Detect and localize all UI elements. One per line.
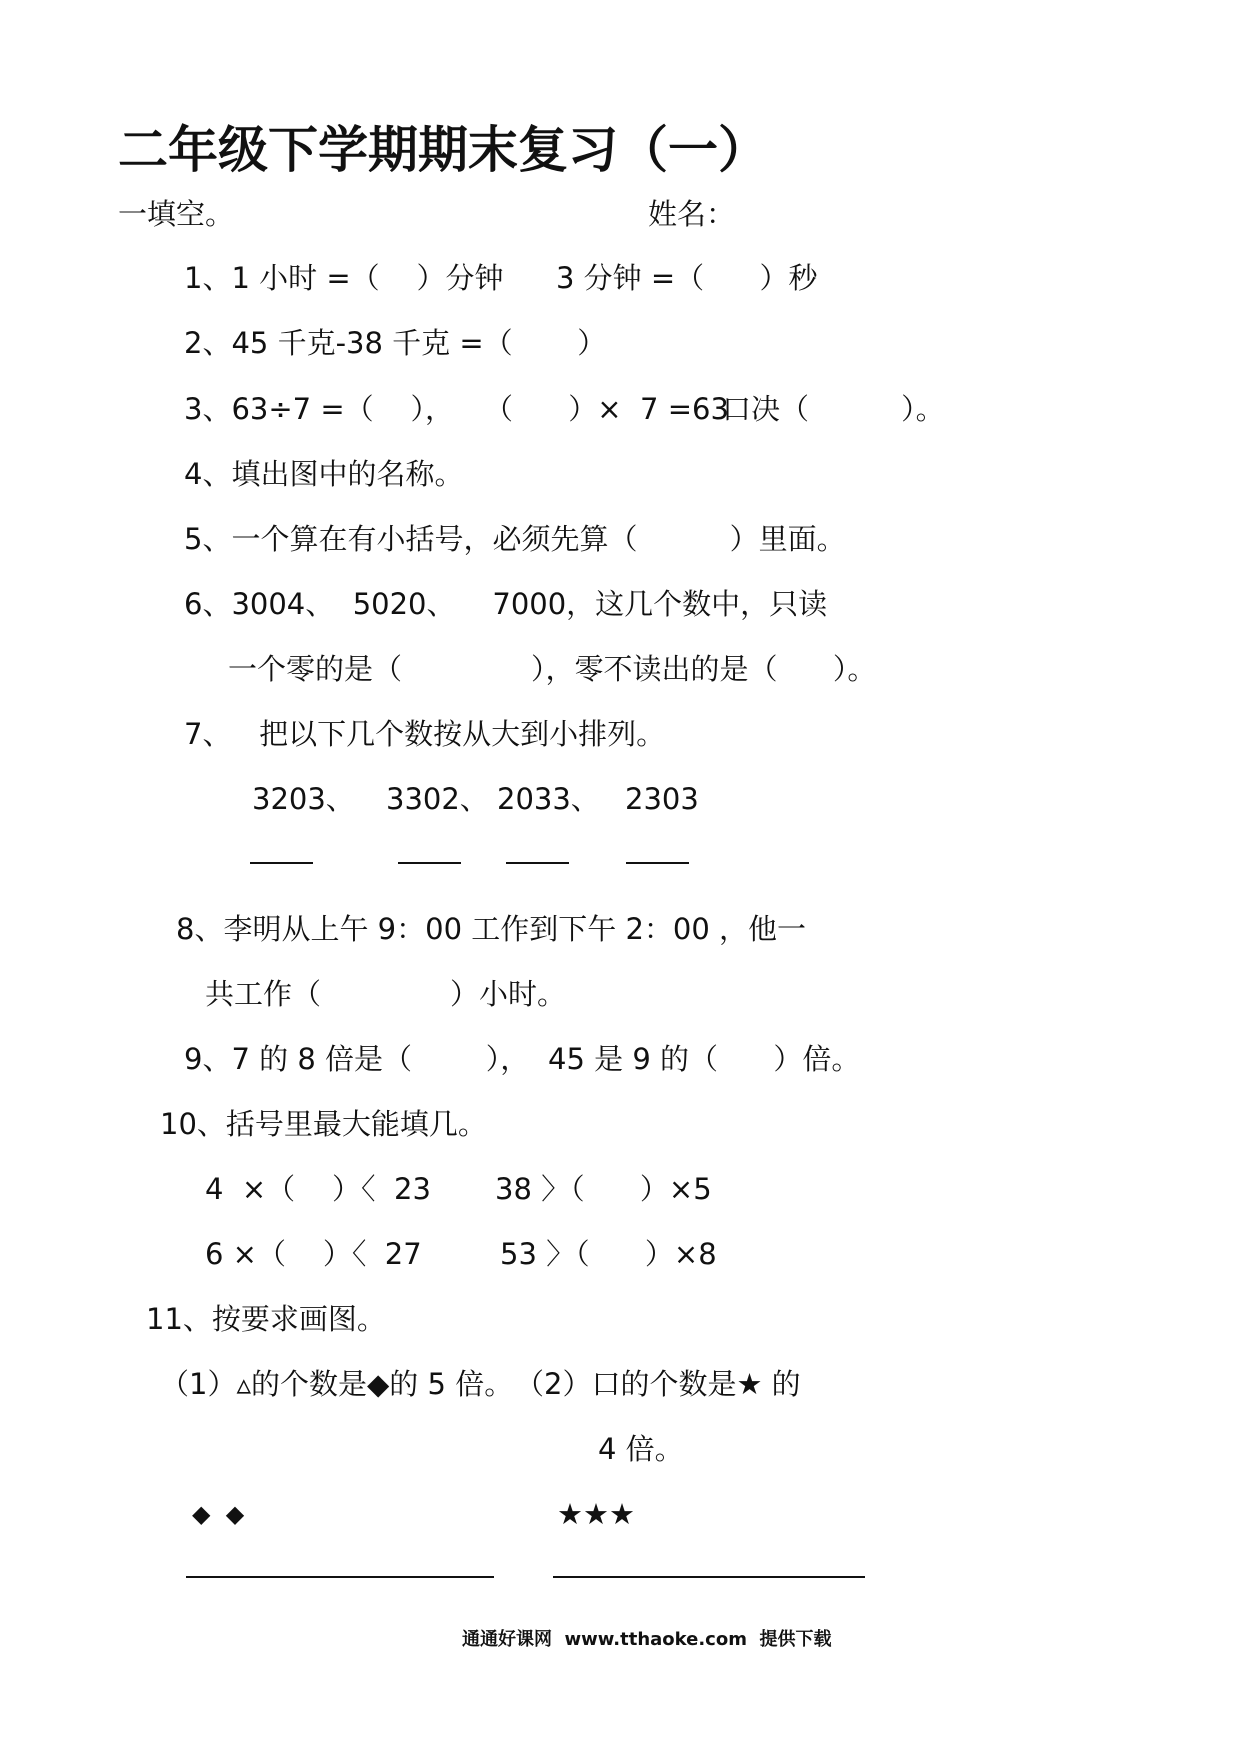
section-heading: 一填空。 bbox=[118, 197, 235, 231]
question-1-part-a: 1、1 小时 =（ ）分钟 bbox=[184, 261, 504, 295]
question-3-part-b: （ ）× 7 =63 bbox=[484, 392, 729, 426]
drawing-line bbox=[186, 1576, 494, 1578]
question-3-part-a: 3、63÷7 =（ ）， bbox=[184, 392, 454, 426]
question-7-prompt: 7、 把以下几个数按从大到小排列。 bbox=[184, 717, 666, 751]
star-symbols: ★★★ bbox=[557, 1497, 635, 1531]
question-9-part-a: 9、7 的 8 倍是（ ）， bbox=[184, 1042, 530, 1076]
question-1-part-b: 3 分钟 =（ ）秒 bbox=[556, 261, 818, 295]
diamond-symbols: ◆ ◆ bbox=[192, 1500, 245, 1528]
question-10-row-1-left: 4 ×（ ）〈 23 bbox=[205, 1172, 431, 1206]
question-10-prompt: 10、括号里最大能填几。 bbox=[160, 1107, 487, 1141]
drawing-line bbox=[553, 1576, 865, 1578]
question-7-number: 3203、 bbox=[252, 782, 355, 816]
question-11-part-1: （1）▵的个数是◆的 5 倍。 bbox=[160, 1367, 514, 1401]
answer-blank-line bbox=[626, 862, 689, 864]
question-6-line-2: 一个零的是（ ），零不读出的是（ ）。 bbox=[228, 652, 877, 686]
question-2: 2、45 千克-38 千克 =（ ） bbox=[184, 326, 607, 360]
answer-blank-line bbox=[398, 862, 461, 864]
question-5: 5、一个算在有小括号，必须先算（ ）里面。 bbox=[184, 522, 846, 556]
question-8-line-2: 共工作（ ）小时。 bbox=[205, 977, 567, 1011]
question-4: 4、填出图中的名称。 bbox=[184, 457, 464, 491]
question-9-part-b: 45 是 9 的（ ）倍。 bbox=[548, 1042, 861, 1076]
question-11-part-2-continued: 4 倍。 bbox=[598, 1432, 684, 1466]
question-3-part-c: 口决（ ）。 bbox=[722, 392, 945, 426]
page-title: 二年级下学期期末复习（一） bbox=[118, 121, 768, 179]
question-8-line-1: 8、李明从上午 9：00 工作到下午 2：00 ，他一 bbox=[176, 912, 807, 946]
answer-blank-line bbox=[250, 862, 313, 864]
answer-blank-line bbox=[506, 862, 569, 864]
name-label: 姓名： bbox=[648, 197, 736, 231]
question-7-number: 2303 bbox=[625, 782, 699, 816]
question-7-number: 3302、 bbox=[386, 782, 489, 816]
question-10-row-2-right: 53 〉（ ）×8 bbox=[500, 1237, 717, 1271]
question-6-line-1: 6、3004、 5020、 7000，这几个数中，只读 bbox=[184, 587, 828, 621]
question-11-prompt: 11、按要求画图。 bbox=[146, 1302, 386, 1336]
question-7-number: 2033、 bbox=[497, 782, 600, 816]
question-11-part-2: （2）口的个数是★ 的 bbox=[515, 1367, 801, 1401]
question-10-row-2-left: 6 ×（ ）〈 27 bbox=[205, 1237, 422, 1271]
footer-watermark: 通通好课网 www.tthaoke.com 提供下载 bbox=[462, 1629, 832, 1650]
question-10-row-1-right: 38 〉（ ）×5 bbox=[495, 1172, 712, 1206]
